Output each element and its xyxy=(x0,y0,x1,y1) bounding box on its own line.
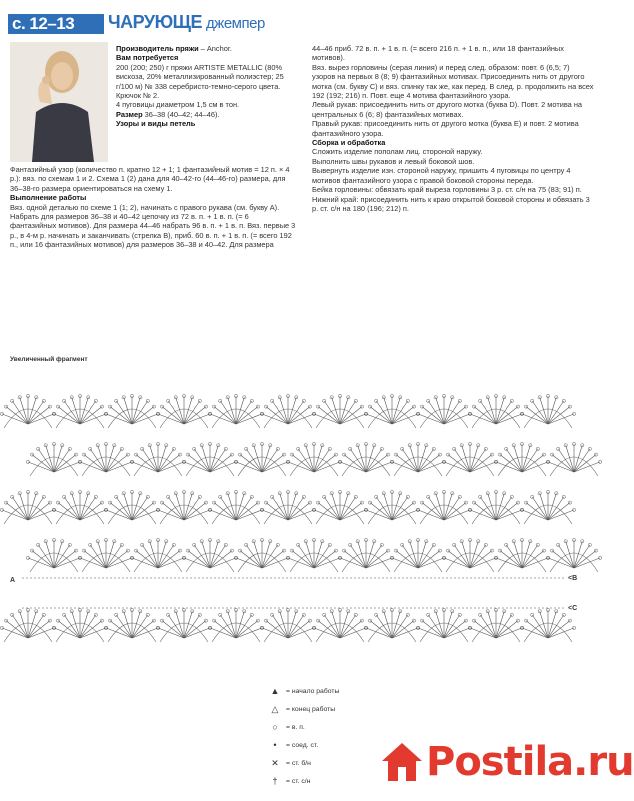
chart-stitch xyxy=(28,401,44,424)
chart-stitch xyxy=(106,545,122,568)
chart-stitch xyxy=(80,462,106,472)
chart-stitch xyxy=(184,510,210,520)
chart-stitch xyxy=(444,510,470,520)
chart-stitch xyxy=(132,462,158,472)
legend-symbol-icon: • xyxy=(273,740,277,750)
chart-stitch xyxy=(470,414,496,424)
chart-stitch xyxy=(236,497,252,520)
chart-stitch xyxy=(340,628,366,638)
chart-stitch xyxy=(428,497,444,520)
chart-stitch xyxy=(262,510,288,520)
chart-stitch xyxy=(132,615,148,638)
chart-stitch xyxy=(324,497,340,520)
postila-watermark: Postila.ru xyxy=(378,739,634,785)
chart-stitch xyxy=(366,558,392,568)
chart-stitch xyxy=(80,615,96,638)
chart-stitch xyxy=(210,449,226,472)
chart-stitch xyxy=(28,414,54,424)
chart-stitch xyxy=(402,545,418,568)
chart-stitch xyxy=(28,558,54,568)
chart-stitch xyxy=(548,615,564,638)
chart-stitch xyxy=(0,412,3,415)
mark-b: <B xyxy=(568,575,578,582)
chart-stitch xyxy=(392,497,408,520)
chart-stitch xyxy=(314,414,340,424)
chart-stitch xyxy=(418,414,444,424)
chart-stitch xyxy=(210,545,226,568)
chart-stitch xyxy=(470,558,496,568)
chart-stitch xyxy=(132,510,158,520)
chart-stitch xyxy=(184,628,210,638)
chart-stitch xyxy=(496,615,512,638)
chart-stitch xyxy=(366,545,382,568)
legend-item: ▲ = начало работы xyxy=(268,682,339,700)
chart-stitch xyxy=(366,462,392,472)
chart-stitch xyxy=(376,401,392,424)
chart-stitch xyxy=(572,626,575,629)
chart-stitch xyxy=(444,558,470,568)
chart-stitch xyxy=(480,497,496,520)
chart-stitch xyxy=(454,545,470,568)
chart-stitch xyxy=(288,462,314,472)
chart-stitch xyxy=(142,545,158,568)
chart-stitch xyxy=(418,628,444,638)
chart-stitch xyxy=(444,497,460,520)
title-main: ЧАРУЮЩЕ xyxy=(108,12,203,32)
chart-stitch xyxy=(168,401,184,424)
chart-stitch xyxy=(132,414,158,424)
colA-para: Вам потребуется xyxy=(116,53,179,63)
chart-stitch xyxy=(246,545,262,568)
chart-stitch xyxy=(54,558,80,568)
chart-stitch xyxy=(496,558,522,568)
chart-stitch xyxy=(314,462,340,472)
chart-stitch xyxy=(272,497,288,520)
assembly-column xyxy=(312,44,594,213)
colA-para: 4 пуговицы диаметром 1,5 см в тон. xyxy=(116,100,240,110)
legend-symbol-icon: ✕ xyxy=(271,757,279,768)
chart-stitch xyxy=(210,628,236,638)
colC-para: Бейка горловины: обвязать край выреза горловины 3 р. ст. с/н на 75 (83; 91) п. xyxy=(312,185,582,195)
chart-stitch xyxy=(90,545,106,568)
chart-stitch xyxy=(340,401,356,424)
chart-stitch xyxy=(12,615,28,638)
chart-stitch xyxy=(158,558,184,568)
chart-stitch xyxy=(28,628,54,638)
chart-stitch xyxy=(236,558,262,568)
chart-stitch xyxy=(132,401,148,424)
chart-stitch xyxy=(574,558,600,568)
chart-stitch xyxy=(54,628,80,638)
model-photo xyxy=(10,42,108,162)
chart-stitch xyxy=(54,449,70,472)
legend-symbol-icon: † xyxy=(272,776,278,786)
chart-stitch xyxy=(158,462,184,472)
chart-stitch xyxy=(64,401,80,424)
chart-stitch xyxy=(26,460,29,463)
chart-stitch xyxy=(64,497,80,520)
chart-stitch xyxy=(90,449,106,472)
chart-stitch xyxy=(28,510,54,520)
colC-para: 44–46 приб. 72 в. п. + 1 в. п. (= всего 216 п. + 1 в. п., или 18 фантазийных мотивов). xyxy=(312,44,564,63)
chart-stitch xyxy=(0,508,3,511)
chart-stitch xyxy=(506,545,522,568)
chart-stitch xyxy=(54,462,80,472)
chart-stitch xyxy=(522,462,548,472)
chart-stitch xyxy=(314,449,330,472)
colB-para: Набрать для размеров 36–38 и 40–42 цепочку из 72 в. п. + 1 в. п. (= 6 фантазийных мотивов). Для размера 44–46 набрать 96 в. п. + 1 в. п. Вяз. первые 3 р., в 4-м р. начинать и заканчивать (стрелка В), приб. 60 в. п. + 1 в. п. (= всего 192 п., или 16 фантазийных мотивов) для размеров 36–38 и 40–42. Для размера xyxy=(10,212,296,250)
chart-stitch xyxy=(210,510,236,520)
chart-stitch xyxy=(54,414,80,424)
chart-stitch xyxy=(220,615,236,638)
chart-stitch xyxy=(470,628,496,638)
chart-stitch xyxy=(38,449,54,472)
colA-para: 200 (200; 250) г пряжи ARTISTE METALLIC (80% вискоза, 20% металлизированный полиэстер; 25 г/100 м) № 338 серебристо-темно-серого цвета. Крючок № 2. xyxy=(116,62,284,101)
chart-stitch xyxy=(532,615,548,638)
chart-stitch xyxy=(402,449,418,472)
chart-stitch xyxy=(366,449,382,472)
chart-stitch xyxy=(116,615,132,638)
chart-stitch xyxy=(288,628,314,638)
chart-stitch xyxy=(158,545,174,568)
chart-stitch xyxy=(132,628,158,638)
chart-stitch xyxy=(236,401,252,424)
chart-stitch xyxy=(54,510,80,520)
chart-stitch xyxy=(132,558,158,568)
chart-stitch xyxy=(106,462,132,472)
chart-stitch xyxy=(340,615,356,638)
chart-stitch xyxy=(428,615,444,638)
chart-stitch xyxy=(444,401,460,424)
chart-stitch xyxy=(106,628,132,638)
chart-stitch xyxy=(288,497,304,520)
chart-stitch xyxy=(194,545,210,568)
chart-stitch xyxy=(558,449,574,472)
chart-stitch xyxy=(496,497,512,520)
chart-stitch xyxy=(54,545,70,568)
chart-stitch xyxy=(158,414,184,424)
pattern-title xyxy=(108,12,265,33)
chart-stitch xyxy=(236,510,262,520)
chart-stitch xyxy=(418,545,434,568)
chart-stitch xyxy=(116,497,132,520)
chart-stitch xyxy=(522,449,538,472)
chart-stitch xyxy=(236,462,262,472)
chart-stitch xyxy=(572,412,575,415)
chart-stitch xyxy=(194,449,210,472)
chart-stitch xyxy=(142,449,158,472)
chart-stitch xyxy=(168,497,184,520)
chart-stitch xyxy=(366,414,392,424)
colB-para: Выполнение работы xyxy=(10,193,87,203)
legend-item: † = ст. с/н xyxy=(268,772,339,790)
chart-stitch xyxy=(80,628,106,638)
mark-c: <C xyxy=(568,605,578,612)
mark-a: A xyxy=(10,577,16,584)
chart-stitch xyxy=(272,401,288,424)
chart-stitch xyxy=(506,449,522,472)
page-number-box: с. 12–13 xyxy=(8,14,104,34)
chart-stitch xyxy=(340,497,356,520)
chart-stitch xyxy=(18,396,21,399)
chart-stitch xyxy=(418,558,444,568)
chart-stitch xyxy=(480,401,496,424)
chart-stitch xyxy=(2,510,28,520)
chart-stitch xyxy=(548,414,574,424)
chart-stitch xyxy=(210,414,236,424)
chart-stitch xyxy=(288,414,314,424)
chart-stitch xyxy=(496,628,522,638)
chart-stitch xyxy=(522,510,548,520)
chart-stitch xyxy=(210,558,236,568)
chart-stitch xyxy=(236,414,262,424)
chart-stitch xyxy=(340,558,366,568)
chart-stitch xyxy=(288,401,304,424)
chart-stitch xyxy=(288,510,314,520)
colA-para: Размер 36–38 (40–42; 44–46). xyxy=(116,109,220,119)
colC-para: Нижний край: присоединить нить к краю открытой боковой стороны и обвязать 3 р. ст. с/н на 180 (196; 212) п. xyxy=(312,194,590,213)
chart-stitch xyxy=(340,414,366,424)
chart-stitch xyxy=(158,510,184,520)
chart-stitch xyxy=(324,401,340,424)
legend-symbol-icon: ○ xyxy=(272,722,278,732)
chart-stitch xyxy=(418,449,434,472)
chart-stitch xyxy=(392,558,418,568)
chart-stitch xyxy=(444,615,460,638)
chart-stitch xyxy=(572,508,575,511)
chart-stitch xyxy=(246,449,262,472)
chart-stitch xyxy=(262,545,278,568)
chart-stitch xyxy=(444,462,470,472)
chart-stitch xyxy=(548,558,574,568)
legend-symbol-icon: ▲ xyxy=(270,686,280,696)
chart-stitch xyxy=(184,497,200,520)
chart-stitch xyxy=(314,510,340,520)
chart-stitch xyxy=(548,462,574,472)
chart-stitch xyxy=(376,615,392,638)
chart-stitch xyxy=(64,615,80,638)
chart-stitch xyxy=(28,615,44,638)
postila-logo-icon xyxy=(378,739,426,785)
chart-stitch xyxy=(184,414,210,424)
chart-stitch xyxy=(12,497,28,520)
chart-stitch xyxy=(28,462,54,472)
chart-stitch xyxy=(116,401,132,424)
chart-stitch xyxy=(392,628,418,638)
chart-stitch xyxy=(158,449,174,472)
legend-item: • = соед. ст. xyxy=(268,736,339,754)
chart-stitch xyxy=(444,414,470,424)
chart-stitch xyxy=(548,510,574,520)
chart-stitch xyxy=(2,414,28,424)
chart-stitch xyxy=(2,628,28,638)
chart-stitch xyxy=(522,545,538,568)
chart-stitch xyxy=(376,497,392,520)
chart-stitch xyxy=(38,545,54,568)
legend-symbol-icon: △ xyxy=(271,703,279,714)
chart-stitch xyxy=(168,615,184,638)
chart-stitch xyxy=(522,628,548,638)
chart-stitch xyxy=(454,449,470,472)
chart-stitch xyxy=(314,545,330,568)
chart-stitch xyxy=(574,462,600,472)
colA-para: Производитель пряжи – Anchor. xyxy=(116,44,232,53)
colC-para: Правый рукав: присоединить нить от другого мотка (буква Е) и повт. 2 мотива фантазийного узора. xyxy=(312,119,579,138)
chart-stitch xyxy=(418,462,444,472)
colC-para: Левый рукав: присоединить нить от другого мотка (буква D). Повт. 2 мотива на центральных 6 (6; 8) фантазийных мотивах. xyxy=(312,100,583,119)
colC-para: Сложить изделие пополам лиц. стороной наружу. xyxy=(312,147,483,157)
chart-stitch xyxy=(80,497,96,520)
chart-stitch xyxy=(532,401,548,424)
chart-stitch xyxy=(262,449,278,472)
chart-stitch xyxy=(366,510,392,520)
colB-para: Вяз. одной деталью по схеме 1 (1; 2), начинать с правого рукава (см. букву А). xyxy=(10,202,280,212)
chart-stitch xyxy=(18,492,21,495)
symbol-legend xyxy=(268,682,339,790)
chart-stitch xyxy=(522,558,548,568)
chart-stitch xyxy=(392,401,408,424)
chart-stitch xyxy=(158,628,184,638)
chart-stitch xyxy=(288,615,304,638)
chart-stitch xyxy=(350,545,366,568)
chart-stitch xyxy=(80,558,106,568)
chart-stitch xyxy=(80,401,96,424)
colA-para: Узоры и виды петель xyxy=(116,119,196,129)
chart-stitch xyxy=(496,414,522,424)
chart-stitch xyxy=(298,449,314,472)
chart-stitch xyxy=(392,615,408,638)
chart-stitch xyxy=(12,401,28,424)
chart-stitch xyxy=(288,558,314,568)
crochet-chart xyxy=(8,364,592,669)
chart-stitch xyxy=(574,449,590,472)
chart-stitch xyxy=(548,497,564,520)
chart-stitch xyxy=(314,628,340,638)
fragment-label: Увеличенный фрагмент xyxy=(10,356,88,363)
chart-stitch xyxy=(470,462,496,472)
chart-stitch xyxy=(184,462,210,472)
chart-stitch xyxy=(350,449,366,472)
chart-stitch xyxy=(480,615,496,638)
colC-para: Вяз. вырез горловины (серая линия) и перед след. образом: повт. 6 (6,5; 7) узоров на первых 8 (8; 9) фантазийных мотивах. Присоединить нить от другого мотка (см. букву С) и вяз. спинку так же, как перед. В след. р. продолжить на всех 192 (192; 216) п. Повт. еще 4 мотива фантазийного узора. xyxy=(312,62,594,101)
chart-stitch xyxy=(106,414,132,424)
chart-stitch xyxy=(418,510,444,520)
chart-stitch xyxy=(532,497,548,520)
instructions-column xyxy=(10,165,296,250)
colC-para: Вывернуть изделие изн. стороной наружу, пришить 4 пуговицы по центру 4 мотивов фантазийного узора с правой боковой стороны переда. xyxy=(312,166,571,185)
chart-stitch xyxy=(558,545,574,568)
chart-stitch xyxy=(236,615,252,638)
chart-stitch xyxy=(220,401,236,424)
chart-stitch xyxy=(184,558,210,568)
chart-stitch xyxy=(340,462,366,472)
colC-para: Выполнить швы рукавов и левый боковой шов. xyxy=(312,156,475,166)
chart-stitch xyxy=(132,497,148,520)
chart-stitch xyxy=(236,628,262,638)
legend-item: ✕ = ст. б/н xyxy=(268,754,339,772)
chart-stitch xyxy=(220,497,236,520)
chart-stitch xyxy=(340,510,366,520)
chart-stitch xyxy=(210,462,236,472)
chart-stitch xyxy=(106,449,122,472)
chart-stitch xyxy=(262,462,288,472)
chart-stitch xyxy=(298,545,314,568)
chart-stitch xyxy=(548,401,564,424)
title-sub: джемпер xyxy=(206,15,265,32)
chart-stitch xyxy=(574,545,590,568)
chart-stitch xyxy=(548,628,574,638)
colC-para: Сборка и обработка xyxy=(312,138,386,148)
chart-stitch xyxy=(392,414,418,424)
chart-stitch xyxy=(184,615,200,638)
chart-stitch xyxy=(392,462,418,472)
chart-stitch xyxy=(80,510,106,520)
chart-stitch xyxy=(470,545,486,568)
chart-stitch xyxy=(522,414,548,424)
colB-para: Фантазийный узор (количество п. кратно 12 + 1; 1 фантазийный мотив = 12 п. × 4 р.): вяз. по схемам 1 и 2. Схема 1 (2) дана для 40–42-го (44–46-го) размера, для 36–38-го размера ориентироваться на схему 1. xyxy=(10,165,290,193)
chart-stitch xyxy=(28,497,44,520)
chart-stitch xyxy=(184,401,200,424)
chart-stitch xyxy=(598,556,601,559)
chart-stitch xyxy=(496,510,522,520)
chart-stitch xyxy=(470,510,496,520)
chart-stitch xyxy=(106,558,132,568)
legend-item: ○ = в. п. xyxy=(268,718,339,736)
legend-item: △ = конец работы xyxy=(268,700,339,718)
chart-stitch xyxy=(470,449,486,472)
intro-column xyxy=(116,44,296,129)
chart-stitch xyxy=(444,628,470,638)
chart-stitch xyxy=(262,558,288,568)
chart-stitch xyxy=(106,510,132,520)
chart-stitch xyxy=(428,401,444,424)
chart-stitch xyxy=(392,510,418,520)
chart-stitch xyxy=(496,462,522,472)
chart-stitch xyxy=(366,628,392,638)
chart-stitch xyxy=(262,628,288,638)
chart-stitch xyxy=(496,401,512,424)
chart-stitch xyxy=(314,558,340,568)
chart-stitch xyxy=(262,414,288,424)
chart-stitch xyxy=(598,460,601,463)
chart-stitch xyxy=(272,615,288,638)
chart-stitch xyxy=(324,615,340,638)
chart-stitch xyxy=(80,414,106,424)
